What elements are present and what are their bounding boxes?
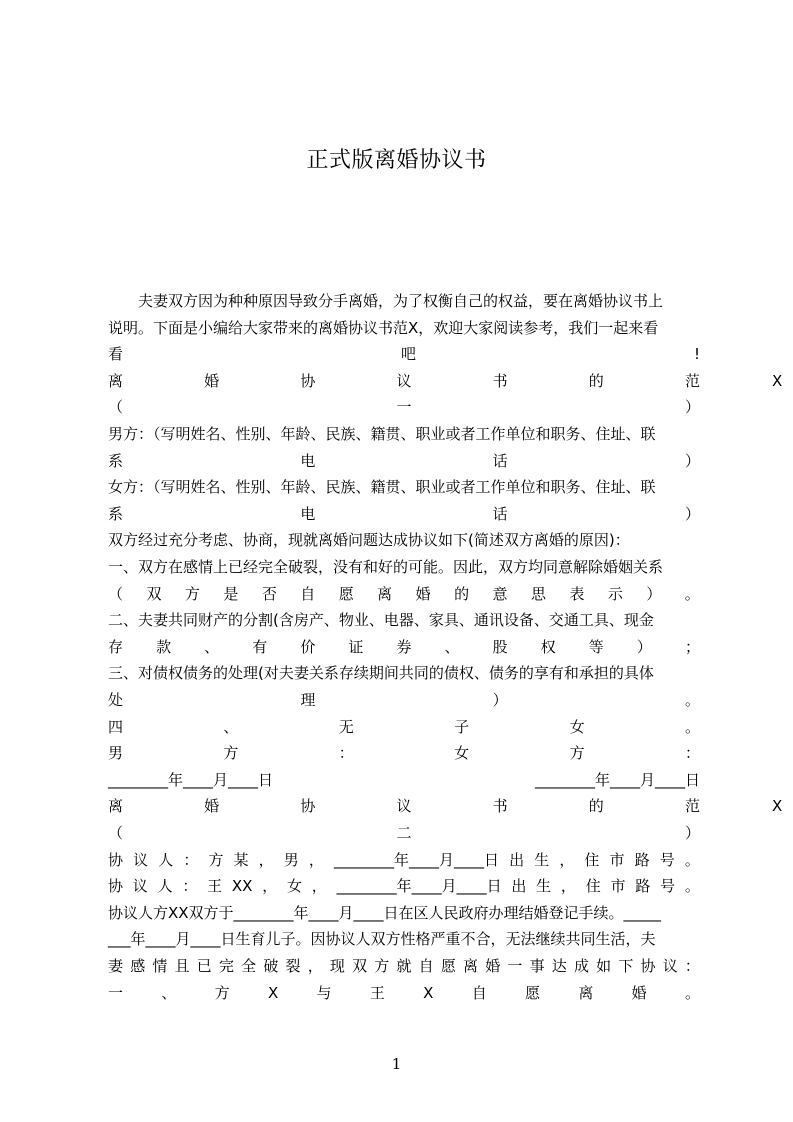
body-line (108, 450, 700, 472)
body-line: ___年____月____日生育儿子。因协议人双方性格严重不合，无法继续共同生活，夫 (108, 930, 656, 949)
line-segment: 生 (534, 850, 550, 869)
line-segment: 的 (454, 584, 470, 603)
line-segment: 住 (584, 850, 600, 869)
body-line: 三、对债权债务的处理(对夫妻关系存续期间共同的债权、债务的享有和承担的具体 (108, 664, 654, 683)
body-line (108, 716, 700, 738)
line-segment: 权 (540, 637, 556, 656)
line-segment: 四 (108, 717, 124, 736)
line-segment: 全 (241, 957, 257, 975)
line-segment: 存 (108, 637, 124, 656)
line-segment: 、 (223, 717, 239, 736)
line-segment: 离 (377, 584, 393, 603)
line-segment: 住 (585, 877, 601, 896)
body-line: 男方：（写明姓名、性别、年龄、民族、籍贯、职业或者工作单位和职务、住址、联 (108, 425, 656, 443)
line-segment: 是 (223, 584, 239, 603)
line-segment: 表 (569, 584, 585, 603)
line-segment: 的 (588, 371, 604, 390)
line-segment: ： (338, 744, 354, 763)
line-segment: 愿 (440, 957, 456, 975)
body-line (108, 370, 700, 392)
line-segment: 生 (536, 877, 552, 896)
line-segment: 议 (133, 850, 149, 869)
body-line: 说明。下面是小编给大家带来的离婚协议书范X，欢迎大家阅读参考，我们一起来看 (108, 318, 659, 337)
line-segment: 破 (263, 957, 279, 975)
body-line (108, 795, 700, 817)
line-segment: 二 (396, 824, 412, 842)
body-line (108, 636, 700, 658)
line-segment: 现 (329, 957, 345, 975)
line-segment: ， (262, 877, 278, 896)
line-segment: 。 (684, 691, 700, 709)
line-segment: 子 (454, 717, 470, 736)
line-segment: 王 (369, 983, 385, 1002)
line-segment: 书 (492, 371, 508, 390)
line-segment: 思 (530, 584, 546, 603)
body-line: 夫妻双方因为种种原因导致分手离婚，为了权衡自己的权益，要在离婚协议书上 (138, 292, 664, 310)
line-segment: 券 (396, 637, 412, 656)
body-line: 二、夫妻共同财产的分割(含房产、物业、电器、家具、通讯设备、交通工具、现金 (108, 611, 654, 630)
line-segment: 议 (396, 797, 412, 816)
body-line (108, 875, 700, 897)
line-segment: 号 (660, 877, 676, 896)
line-segment: 且 (174, 957, 190, 975)
line-segment: 号 (659, 850, 675, 869)
line-segment: 女 (454, 744, 470, 763)
body-line: 一、双方在感情上已经完全破裂，没有和好的可能。因此，双方均同意解除婚姻关系 (108, 558, 664, 576)
line-segment: 离 (578, 983, 594, 1002)
line-segment: ， (308, 850, 324, 869)
line-segment: 已 (196, 957, 212, 975)
line-segment: 自 (471, 983, 487, 1002)
line-segment: 下 (618, 957, 634, 975)
line-segment: （ (108, 398, 124, 417)
line-segment: 婚 (204, 371, 220, 390)
body-line (108, 503, 700, 525)
line-segment: ________年____月____日 (108, 770, 274, 789)
line-segment: 意 (492, 584, 508, 603)
line-segment: ） (684, 451, 700, 470)
line-segment: 情 (152, 957, 168, 975)
line-segment: 股 (492, 637, 508, 656)
line-segment: X (267, 983, 279, 1002)
line-segment: 婚 (204, 797, 220, 816)
line-segment: 自 (300, 584, 316, 603)
document-title: 正式版离婚协议书 (306, 148, 487, 173)
line-segment: 方 (184, 584, 200, 603)
line-segment: ________年____月____日 (534, 770, 700, 789)
line-segment: ， (307, 957, 323, 975)
line-segment: 一 (507, 957, 523, 975)
line-segment: 协 (300, 371, 316, 390)
line-segment: 双 (352, 957, 368, 975)
body-line (108, 849, 700, 871)
line-segment: ： (183, 850, 199, 869)
line-segment: 证 (348, 637, 364, 656)
line-segment: 议 (396, 371, 412, 390)
line-segment: 范 (684, 371, 700, 390)
line-segment: 有 (252, 637, 268, 656)
line-overflow-text: X (772, 797, 783, 816)
line-segment: （ (108, 824, 124, 842)
line-segment: 方 (374, 957, 390, 975)
line-segment: 离 (463, 957, 479, 975)
line-segment: 愿 (338, 584, 354, 603)
line-segment: 事 (529, 957, 545, 975)
line-segment: 。 (684, 850, 700, 869)
line-segment: 系 (108, 504, 124, 523)
line-segment: ， (258, 850, 274, 869)
line-segment: ， (559, 850, 575, 869)
line-overflow-text: X (772, 371, 783, 390)
line-segment: 。 (684, 717, 700, 736)
line-segment: 人 (157, 877, 173, 896)
line-segment: 、 (444, 637, 460, 656)
line-segment: 议 (132, 877, 148, 896)
line-segment: 双 (146, 584, 162, 603)
body-line (108, 343, 700, 365)
line-segment: 协 (640, 957, 656, 975)
body-line: 双方经过充分考虑、协商，现就离婚问题达成协议如下(简述双方离婚的原因)： (108, 531, 630, 550)
line-segment: 愿 (525, 983, 541, 1002)
line-segment: ________年____月____日 (333, 850, 499, 869)
line-segment: 成 (573, 957, 589, 975)
line-segment: 方 (569, 744, 585, 763)
line-segment: 看 (108, 345, 124, 364)
body-line (108, 955, 700, 977)
line-segment: ： (684, 744, 700, 763)
line-segment: 议 (662, 957, 678, 975)
line-segment: 方 (214, 983, 230, 1002)
line-segment: 女 (287, 877, 303, 896)
line-segment: 感 (130, 957, 146, 975)
line-segment: 自 (418, 957, 434, 975)
line-segment: 吧 (400, 345, 416, 364)
line-segment: XX (231, 877, 253, 896)
body-line (108, 742, 700, 764)
line-segment: ： (182, 877, 198, 896)
line-segment: 话 (492, 451, 508, 470)
line-segment: 电 (300, 504, 316, 523)
line-segment: 出 (509, 850, 525, 869)
line-segment: 方 (223, 744, 239, 763)
line-segment: 。 (684, 877, 700, 896)
line-segment: 市 (609, 850, 625, 869)
line-segment: 男 (283, 850, 299, 869)
line-segment: ） (636, 637, 652, 656)
line-segment: 电 (300, 451, 316, 470)
line-segment: 理 (300, 691, 316, 709)
line-segment: 等 (588, 637, 604, 656)
body-line (108, 583, 700, 605)
line-segment: ） (492, 691, 508, 709)
line-segment: 一 (396, 398, 412, 417)
line-segment: 王 (207, 877, 223, 896)
line-segment: 婚 (631, 983, 647, 1002)
body-line (108, 689, 700, 711)
line-segment: 示 (607, 584, 623, 603)
line-segment: 出 (511, 877, 527, 896)
line-segment: 与 (316, 983, 332, 1002)
line-segment: 达 (551, 957, 567, 975)
line-segment: 无 (338, 717, 354, 736)
body-line (108, 396, 700, 418)
line-segment: ， (560, 877, 576, 896)
body-line (108, 822, 700, 844)
line-segment: ） (684, 504, 700, 523)
line-segment: 协 (108, 850, 124, 869)
line-segment: 女 (569, 717, 585, 736)
line-segment: ） (684, 398, 700, 417)
line-segment: 完 (218, 957, 234, 975)
line-segment: ） (684, 824, 700, 842)
line-segment: 离 (108, 371, 124, 390)
line-segment: 否 (261, 584, 277, 603)
line-segment: ________年____月____日 (336, 877, 502, 896)
line-segment: 协 (108, 877, 124, 896)
line-segment: 婚 (485, 957, 501, 975)
line-segment: 裂 (285, 957, 301, 975)
line-segment: ； (684, 637, 700, 656)
line-segment: ： (684, 957, 700, 975)
line-segment: 款 (156, 637, 172, 656)
line-segment: 如 (596, 957, 612, 975)
line-segment: 的 (588, 797, 604, 816)
line-segment: （ (108, 584, 124, 603)
line-segment: X (423, 983, 434, 1002)
line-segment: 一 (108, 983, 124, 1002)
line-segment: 处 (108, 691, 124, 709)
line-segment: 路 (635, 877, 651, 896)
line-segment: 妻 (108, 957, 124, 975)
line-segment: 协 (300, 797, 316, 816)
line-segment: 男 (108, 744, 124, 763)
body-line (108, 769, 700, 791)
line-segment: 婚 (415, 584, 431, 603)
line-segment: ） (646, 584, 662, 603)
page-number: 1 (391, 1055, 402, 1073)
line-segment: 方 (208, 850, 224, 869)
line-segment: 价 (300, 637, 316, 656)
line-segment: 、 (161, 983, 177, 1002)
line-segment: ! (693, 345, 700, 364)
line-segment: 话 (492, 504, 508, 523)
line-segment: ， (311, 877, 327, 896)
line-segment: 。 (684, 584, 700, 603)
line-segment: 。 (684, 983, 700, 1002)
line-segment: 范 (684, 797, 700, 816)
line-segment: 人 (158, 850, 174, 869)
line-segment: 某 (233, 850, 249, 869)
line-segment: 离 (108, 797, 124, 816)
line-segment: 路 (634, 850, 650, 869)
line-segment: 书 (492, 797, 508, 816)
line-segment: 、 (204, 637, 220, 656)
line-segment: 就 (396, 957, 412, 975)
line-segment: 市 (610, 877, 626, 896)
body-line: 女方：（写明姓名、性别、年龄、民族、籍贯、职业或者工作单位和职务、住址、联 (108, 478, 656, 497)
body-line: 协议人方XX双方于________年____月____日在区人民政府办理结婚登记手续。_____ (108, 903, 662, 922)
line-segment: 系 (108, 451, 124, 470)
body-line (108, 982, 700, 1004)
